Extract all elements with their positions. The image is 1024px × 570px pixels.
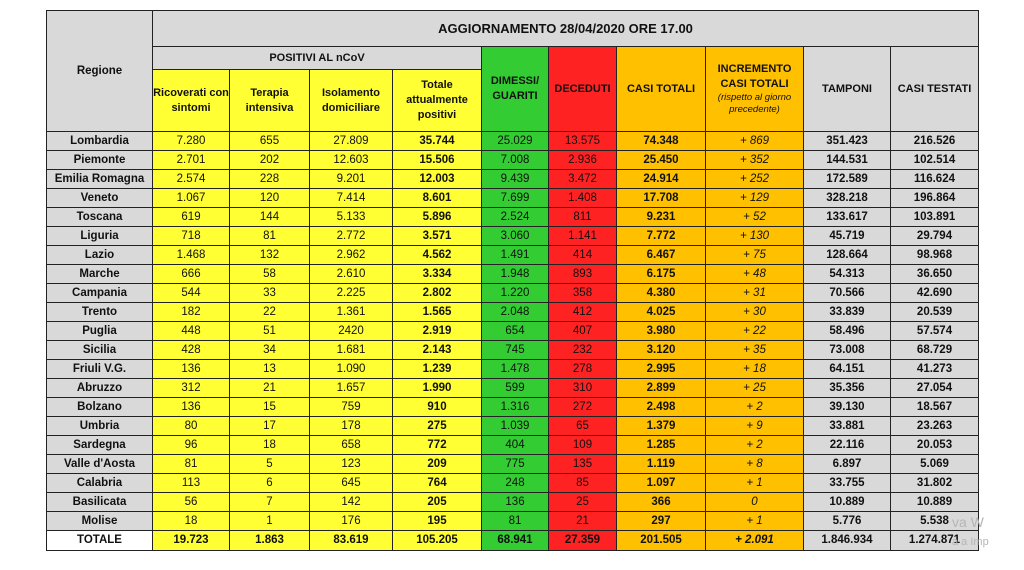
table-body (47, 132, 979, 551)
cell-terapia: 51 (230, 322, 310, 341)
cell-casi-testati: 102.514 (891, 151, 979, 170)
cell-dimessi: 25.029 (482, 132, 549, 151)
cell-deceduti: 65 (549, 417, 617, 436)
table-row (47, 474, 979, 493)
cell-deceduti: 13.575 (549, 132, 617, 151)
cell-regione: Marche (47, 265, 153, 284)
cell-casi-testati: 23.263 (891, 417, 979, 436)
total-row (47, 531, 979, 551)
cell-regione: Valle d'Aosta (47, 455, 153, 474)
cell-ricoverati: 619 (153, 208, 230, 227)
cell-ricoverati: 18 (153, 512, 230, 531)
cell-incremento: + 130 (706, 227, 804, 246)
cell-tamponi: 58.496 (804, 322, 891, 341)
cell-regione: Friuli V.G. (47, 360, 153, 379)
cell-dimessi: 7.008 (482, 151, 549, 170)
cell-deceduti: 232 (549, 341, 617, 360)
cell-isolamento: 658 (310, 436, 393, 455)
cell-terapia: 1 (230, 512, 310, 531)
cell-tamponi: 10.889 (804, 493, 891, 512)
table-row (47, 436, 979, 455)
cell-incremento: + 52 (706, 208, 804, 227)
cell-casi-totali: 2.498 (617, 398, 706, 417)
table-row (47, 512, 979, 531)
cell-totale-positivi: 35.744 (393, 132, 482, 151)
cell-deceduti: 358 (549, 284, 617, 303)
cell-deceduti: 893 (549, 265, 617, 284)
cell-regione: Lazio (47, 246, 153, 265)
cell-casi-totali: 2.995 (617, 360, 706, 379)
table-row (47, 322, 979, 341)
cell-casi-totali: 2.899 (617, 379, 706, 398)
cell-casi-totali: 4.380 (617, 284, 706, 303)
cell-incremento: + 48 (706, 265, 804, 284)
cell-regione: Sardegna (47, 436, 153, 455)
cell-isolamento: 1.681 (310, 341, 393, 360)
cell-casi-totali: 6.175 (617, 265, 706, 284)
cell-tamponi: 73.008 (804, 341, 891, 360)
header-deceduti: DECEDUTI (549, 47, 617, 132)
cell-tamponi: 5.776 (804, 512, 891, 531)
cell-incremento: + 1 (706, 474, 804, 493)
cell-casi-totali: 6.467 (617, 246, 706, 265)
cell-ricoverati: 80 (153, 417, 230, 436)
cell-incremento: + 2 (706, 436, 804, 455)
cell-dimessi: 599 (482, 379, 549, 398)
cell-terapia: 18 (230, 436, 310, 455)
cell-isolamento: 645 (310, 474, 393, 493)
cell-regione: Molise (47, 512, 153, 531)
cell-casi-totali: 9.231 (617, 208, 706, 227)
cell-ricoverati: 312 (153, 379, 230, 398)
cell-isolamento: 12.603 (310, 151, 393, 170)
cell-tamponi: 6.897 (804, 455, 891, 474)
cell-terapia: 655 (230, 132, 310, 151)
cell-totale-positivi: 1.990 (393, 379, 482, 398)
cell-isolamento: 2.610 (310, 265, 393, 284)
cell-tamponi: 328.218 (804, 189, 891, 208)
cell-deceduti: 21 (549, 512, 617, 531)
cell-tamponi: 133.617 (804, 208, 891, 227)
cell-tamponi: 144.531 (804, 151, 891, 170)
cell-casi-totali: 3.120 (617, 341, 706, 360)
cell-isolamento: 2.225 (310, 284, 393, 303)
cell-regione: Piemonte (47, 151, 153, 170)
cell-incremento: + 129 (706, 189, 804, 208)
cell-terapia: 22 (230, 303, 310, 322)
cell-dimessi: 1.948 (482, 265, 549, 284)
cell-terapia: 228 (230, 170, 310, 189)
cell-totale-positivi: 12.003 (393, 170, 482, 189)
header-terapia: Terapia intensiva (230, 70, 310, 132)
cell-incremento: + 352 (706, 151, 804, 170)
header-incremento-label: INCREMENTO CASI TOTALI (717, 63, 792, 90)
cell-casi-totali: 7.772 (617, 227, 706, 246)
cell-terapia: 202 (230, 151, 310, 170)
table-row (47, 208, 979, 227)
cell-deceduti: 109 (549, 436, 617, 455)
cell-deceduti: 1.408 (549, 189, 617, 208)
cell-terapia: 1.863 (230, 531, 310, 551)
cell-totale-positivi: 3.334 (393, 265, 482, 284)
cell-deceduti: 272 (549, 398, 617, 417)
cell-terapia: 132 (230, 246, 310, 265)
cell-incremento: + 252 (706, 170, 804, 189)
cell-terapia: 6 (230, 474, 310, 493)
cell-isolamento: 83.619 (310, 531, 393, 551)
cell-casi-testati: 42.690 (891, 284, 979, 303)
cell-dimessi: 248 (482, 474, 549, 493)
cell-dimessi: 404 (482, 436, 549, 455)
cell-dimessi: 654 (482, 322, 549, 341)
table-row (47, 379, 979, 398)
cell-deceduti: 414 (549, 246, 617, 265)
cell-totale-positivi: 910 (393, 398, 482, 417)
cell-ricoverati: 136 (153, 398, 230, 417)
cell-totale-positivi: 772 (393, 436, 482, 455)
cell-deceduti: 811 (549, 208, 617, 227)
cell-casi-testati: 1.274.871 (891, 531, 979, 551)
cell-isolamento: 176 (310, 512, 393, 531)
cell-casi-totali: 366 (617, 493, 706, 512)
cell-casi-testati: 36.650 (891, 265, 979, 284)
cell-casi-testati: 68.729 (891, 341, 979, 360)
cell-tamponi: 22.116 (804, 436, 891, 455)
cell-terapia: 5 (230, 455, 310, 474)
cell-ricoverati: 1.468 (153, 246, 230, 265)
watermark-line-2: a a Imp (952, 536, 989, 548)
cell-terapia: 15 (230, 398, 310, 417)
cell-deceduti: 25 (549, 493, 617, 512)
cell-incremento: + 75 (706, 246, 804, 265)
report-table-container (46, 10, 978, 551)
cell-terapia: 33 (230, 284, 310, 303)
cell-incremento: + 35 (706, 341, 804, 360)
cell-regione: Liguria (47, 227, 153, 246)
cell-totale-positivi: 275 (393, 417, 482, 436)
table-row (47, 284, 979, 303)
cell-regione: Toscana (47, 208, 153, 227)
cell-deceduti: 2.936 (549, 151, 617, 170)
cell-deceduti: 412 (549, 303, 617, 322)
cell-incremento: 0 (706, 493, 804, 512)
cell-dimessi: 775 (482, 455, 549, 474)
cell-isolamento: 178 (310, 417, 393, 436)
cell-incremento: + 9 (706, 417, 804, 436)
cell-totale-positivi: 209 (393, 455, 482, 474)
cell-ricoverati: 2.574 (153, 170, 230, 189)
cell-totale-positivi: 195 (393, 512, 482, 531)
cell-casi-totali: 25.450 (617, 151, 706, 170)
cell-tamponi: 128.664 (804, 246, 891, 265)
cell-casi-testati: 98.968 (891, 246, 979, 265)
cell-regione: Puglia (47, 322, 153, 341)
header-tamponi: TAMPONI (804, 47, 891, 132)
cell-casi-testati: 57.574 (891, 322, 979, 341)
cell-ricoverati: 428 (153, 341, 230, 360)
cell-isolamento: 9.201 (310, 170, 393, 189)
cell-ricoverati: 666 (153, 265, 230, 284)
cell-totale-positivi: 2.802 (393, 284, 482, 303)
cell-tamponi: 54.313 (804, 265, 891, 284)
table-row (47, 341, 979, 360)
cell-ricoverati: 19.723 (153, 531, 230, 551)
cell-ricoverati: 718 (153, 227, 230, 246)
cell-terapia: 144 (230, 208, 310, 227)
cell-tamponi: 64.151 (804, 360, 891, 379)
cell-isolamento: 5.133 (310, 208, 393, 227)
cell-incremento: + 18 (706, 360, 804, 379)
cell-totale-positivi: 5.896 (393, 208, 482, 227)
cell-casi-totali: 201.505 (617, 531, 706, 551)
table-row (47, 132, 979, 151)
cell-dimessi: 1.220 (482, 284, 549, 303)
cell-deceduti: 3.472 (549, 170, 617, 189)
cell-tamponi: 35.356 (804, 379, 891, 398)
cell-terapia: 7 (230, 493, 310, 512)
cell-casi-testati: 196.864 (891, 189, 979, 208)
cell-casi-testati: 103.891 (891, 208, 979, 227)
cell-totale-positivi: 2.919 (393, 322, 482, 341)
cell-casi-testati: 29.794 (891, 227, 979, 246)
cell-casi-testati: 20.053 (891, 436, 979, 455)
cell-ricoverati: 448 (153, 322, 230, 341)
cell-tamponi: 70.566 (804, 284, 891, 303)
cell-tamponi: 1.846.934 (804, 531, 891, 551)
cell-dimessi: 3.060 (482, 227, 549, 246)
table-row (47, 265, 979, 284)
cell-isolamento: 142 (310, 493, 393, 512)
cell-incremento: + 22 (706, 322, 804, 341)
cell-casi-totali: 1.097 (617, 474, 706, 493)
header-positivi-group: POSITIVI AL nCoV (153, 47, 482, 70)
cell-terapia: 13 (230, 360, 310, 379)
header-incremento (706, 47, 804, 132)
page-title: AGGIORNAMENTO 28/04/2020 ORE 17.00 (153, 11, 979, 47)
cell-tamponi: 351.423 (804, 132, 891, 151)
cell-isolamento: 2.962 (310, 246, 393, 265)
table-row (47, 493, 979, 512)
cell-casi-totali: 1.379 (617, 417, 706, 436)
cell-casi-testati: 216.526 (891, 132, 979, 151)
cell-deceduti: 27.359 (549, 531, 617, 551)
cell-totale-positivi: 205 (393, 493, 482, 512)
cell-dimessi: 2.048 (482, 303, 549, 322)
cell-regione: Bolzano (47, 398, 153, 417)
header-incremento-note: (rispetto al giorno precedente) (717, 92, 792, 115)
cell-ricoverati: 136 (153, 360, 230, 379)
header-totale-positivi: Totale attualmente positivi (393, 70, 482, 132)
cell-incremento: + 1 (706, 512, 804, 531)
cell-casi-totali: 24.914 (617, 170, 706, 189)
cell-deceduti: 85 (549, 474, 617, 493)
cell-casi-totali: 1.285 (617, 436, 706, 455)
cell-dimessi: 1.316 (482, 398, 549, 417)
cell-totale-positivi: 8.601 (393, 189, 482, 208)
cell-isolamento: 759 (310, 398, 393, 417)
cell-totale-positivi: 4.562 (393, 246, 482, 265)
cell-incremento: + 8 (706, 455, 804, 474)
cell-regione: Campania (47, 284, 153, 303)
cell-regione: Basilicata (47, 493, 153, 512)
cell-ricoverati: 81 (153, 455, 230, 474)
cell-tamponi: 45.719 (804, 227, 891, 246)
cell-isolamento: 7.414 (310, 189, 393, 208)
cell-ricoverati: 56 (153, 493, 230, 512)
cell-totale-positivi: 15.506 (393, 151, 482, 170)
cell-dimessi: 136 (482, 493, 549, 512)
cell-ricoverati: 544 (153, 284, 230, 303)
cell-casi-testati: 20.539 (891, 303, 979, 322)
cell-casi-totali: 74.348 (617, 132, 706, 151)
table-row (47, 227, 979, 246)
cell-dimessi: 1.478 (482, 360, 549, 379)
table-row (47, 151, 979, 170)
cell-dimessi: 745 (482, 341, 549, 360)
cell-totale-positivi: 105.205 (393, 531, 482, 551)
cell-deceduti: 278 (549, 360, 617, 379)
cell-incremento: + 2 (706, 398, 804, 417)
table-row (47, 360, 979, 379)
table-row (47, 246, 979, 265)
header-dimessi: DIMESSI/ GUARITI (482, 47, 549, 132)
cell-ricoverati: 182 (153, 303, 230, 322)
cell-tamponi: 33.755 (804, 474, 891, 493)
cell-incremento: + 2.091 (706, 531, 804, 551)
header-region: Regione (47, 11, 153, 132)
cell-casi-totali: 1.119 (617, 455, 706, 474)
cell-regione: Emilia Romagna (47, 170, 153, 189)
activation-watermark (952, 512, 989, 552)
cell-casi-testati: 5.538 (891, 512, 979, 531)
cell-deceduti: 135 (549, 455, 617, 474)
cell-totale-positivi: 1.239 (393, 360, 482, 379)
cell-isolamento: 123 (310, 455, 393, 474)
cell-incremento: + 25 (706, 379, 804, 398)
cell-dimessi: 1.491 (482, 246, 549, 265)
cell-dimessi: 7.699 (482, 189, 549, 208)
cell-dimessi: 1.039 (482, 417, 549, 436)
cell-ricoverati: 7.280 (153, 132, 230, 151)
cell-incremento: + 31 (706, 284, 804, 303)
cell-casi-testati: 5.069 (891, 455, 979, 474)
table-row (47, 303, 979, 322)
cell-terapia: 58 (230, 265, 310, 284)
cell-casi-testati: 27.054 (891, 379, 979, 398)
cell-casi-testati: 31.802 (891, 474, 979, 493)
cell-tamponi: 33.839 (804, 303, 891, 322)
cell-dimessi: 9.439 (482, 170, 549, 189)
cell-ricoverati: 2.701 (153, 151, 230, 170)
cell-deceduti: 407 (549, 322, 617, 341)
cell-casi-totali: 17.708 (617, 189, 706, 208)
cell-ricoverati: 1.067 (153, 189, 230, 208)
cell-regione: Calabria (47, 474, 153, 493)
cell-deceduti: 310 (549, 379, 617, 398)
cell-isolamento: 2.772 (310, 227, 393, 246)
table-row (47, 455, 979, 474)
watermark-line-1: va W (952, 514, 984, 530)
cell-terapia: 17 (230, 417, 310, 436)
cell-casi-totali: 3.980 (617, 322, 706, 341)
cell-terapia: 34 (230, 341, 310, 360)
cell-incremento: + 869 (706, 132, 804, 151)
cell-isolamento: 1.657 (310, 379, 393, 398)
cell-regione: Lombardia (47, 132, 153, 151)
cell-terapia: 21 (230, 379, 310, 398)
header-ricoverati: Ricoverati con sintomi (153, 70, 230, 132)
header-casi-totali: CASI TOTALI (617, 47, 706, 132)
cell-isolamento: 1.090 (310, 360, 393, 379)
cell-terapia: 120 (230, 189, 310, 208)
cell-regione: Umbria (47, 417, 153, 436)
cell-deceduti: 1.141 (549, 227, 617, 246)
cell-tamponi: 33.881 (804, 417, 891, 436)
cell-ricoverati: 113 (153, 474, 230, 493)
cell-casi-testati: 116.624 (891, 170, 979, 189)
cell-casi-testati: 18.567 (891, 398, 979, 417)
covid-regional-table (46, 10, 979, 551)
cell-regione: Trento (47, 303, 153, 322)
cell-isolamento: 1.361 (310, 303, 393, 322)
table-row (47, 417, 979, 436)
cell-tamponi: 39.130 (804, 398, 891, 417)
cell-regione: Veneto (47, 189, 153, 208)
cell-incremento: + 30 (706, 303, 804, 322)
cell-casi-totali: 4.025 (617, 303, 706, 322)
cell-ricoverati: 96 (153, 436, 230, 455)
cell-isolamento: 2420 (310, 322, 393, 341)
table-row (47, 189, 979, 208)
cell-dimessi: 2.524 (482, 208, 549, 227)
cell-totale-positivi: 3.571 (393, 227, 482, 246)
cell-totale-positivi: 764 (393, 474, 482, 493)
cell-casi-totali: 297 (617, 512, 706, 531)
cell-totale-positivi: 1.565 (393, 303, 482, 322)
cell-dimessi: 81 (482, 512, 549, 531)
cell-tamponi: 172.589 (804, 170, 891, 189)
cell-totale-positivi: 2.143 (393, 341, 482, 360)
header-casi-testati: CASI TESTATI (891, 47, 979, 132)
cell-terapia: 81 (230, 227, 310, 246)
cell-dimessi: 68.941 (482, 531, 549, 551)
cell-casi-testati: 41.273 (891, 360, 979, 379)
cell-regione: Abruzzo (47, 379, 153, 398)
cell-regione: Sicilia (47, 341, 153, 360)
header-isolamento: Isolamento domiciliare (310, 70, 393, 132)
cell-regione: TOTALE (47, 531, 153, 551)
table-row (47, 170, 979, 189)
table-row (47, 398, 979, 417)
cell-isolamento: 27.809 (310, 132, 393, 151)
cell-casi-testati: 10.889 (891, 493, 979, 512)
